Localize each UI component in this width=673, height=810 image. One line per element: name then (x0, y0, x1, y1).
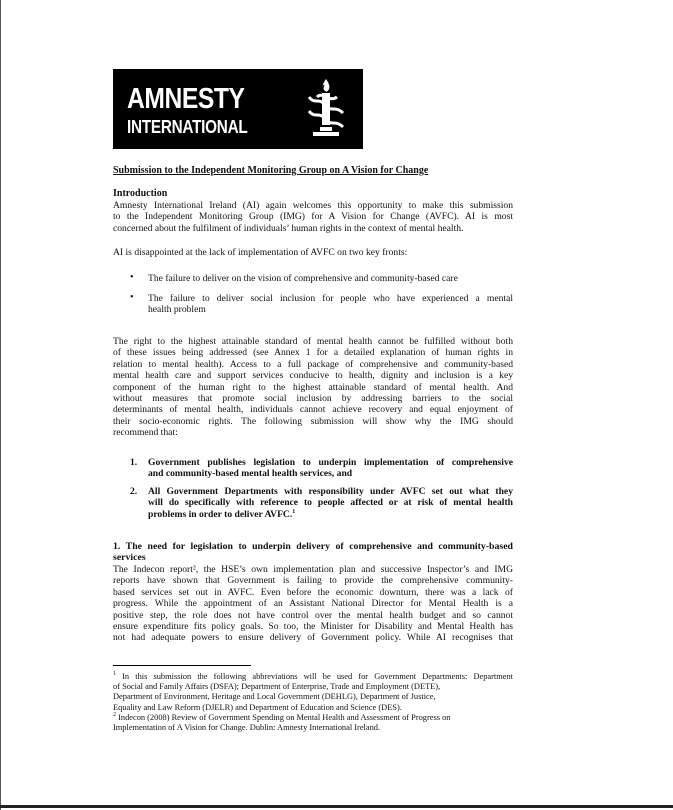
bullet-line: The failure to deliver social inclusion for people who have experienced a mental (148, 293, 513, 304)
candle-icon (303, 77, 349, 141)
amnesty-logo (113, 69, 363, 149)
rights-line: The right to the highest attainable standard of mental health cannot be fulfilled without both (113, 336, 513, 347)
recommendation-line (148, 509, 513, 520)
intro-line: concerned about the fulfilment of individuals’ human rights in the context of mental health. (113, 222, 464, 234)
footnote-divider (113, 665, 251, 666)
section1-line: ensure expenditure fits policy goals. So too, the Minister for Disability and Mental Health has (113, 621, 513, 633)
footnote-1 (113, 672, 513, 713)
logo-line1: AMNESTY (127, 83, 245, 115)
rights-line: recommend that: (113, 427, 178, 439)
footnote-text: In this submission the following abbreviations will be used for Government Departments: Department (122, 672, 513, 681)
recommendation-line: All Government Departments with responsibility under AVFC set out what they (148, 486, 513, 497)
footnote-2 (113, 713, 513, 733)
footnote-ref[interactable]: 1 (292, 508, 296, 515)
footnote-number: 2 (113, 712, 116, 719)
section1-heading-line: 1. The need for legislation to underpin delivery of comprehensive and community-based (113, 541, 513, 552)
logo-line2: INTERNATIONAL (127, 117, 248, 137)
bullet-dot: • (130, 292, 134, 303)
footnote-line: Department of Environment, Heritage and Local Government (DEHLG), Department of Justice, (113, 692, 436, 702)
page-bottom-border (0, 805, 673, 808)
bullet-item (148, 273, 513, 284)
recommendation-text: problems in order to deliver AVFC. (148, 508, 293, 520)
disappointed-paragraph (113, 247, 513, 258)
intro-heading: Introduction (113, 188, 168, 199)
rights-line: their socio-economic rights. The following submission will show why the IMG should (113, 415, 513, 427)
rights-line: relation to mental health). Access to a full package of comprehensive and community-based (113, 358, 513, 370)
footnote-line: Equality and Law Reform (DJELR) and Department of Education and Science (DES). (113, 702, 402, 712)
footnote-line: Implementation of A Vision for Change. Dublin: Amnesty International Ireland. (113, 723, 381, 733)
section1-line: not had adequate powers to ensure delivery of Government policy. While AI recognises that (113, 632, 513, 644)
section1-line: The Indecon report², the HSE’s own implementation plan and successive Inspector’s and IMG (113, 564, 513, 575)
section1-line: positive step, the role does not have control over the mental health budget and so cannot (113, 609, 513, 621)
bullet-item (148, 293, 513, 316)
rights-line: without measures that promote social inclusion by addressing barriers to the social (113, 393, 513, 405)
bullet-dot: • (130, 272, 134, 283)
intro-line: Amnesty International Ireland (AI) again welcomes this opportunity to make this submission (113, 200, 513, 211)
section1-line: based services set out in AVFC. Even before the economic downturn, there was a lack of (113, 586, 513, 598)
footnote-line: of Social and Family Affairs (DSFA); Department of Enterprise, Trade and Employment (DETE), (113, 682, 441, 692)
rights-paragraph (113, 336, 513, 439)
disappointed-line: AI is disappointed at the lack of implementation of AVFC on two key fronts: (113, 247, 408, 258)
rights-line: determinants of mental health, individuals cannot achieve recovery and equal enjoyment of (113, 404, 513, 416)
rights-line: of these issues being addressed (see Annex 1 for a detailed explanation of human rights in (113, 347, 513, 359)
footnote-number: 1 (113, 671, 116, 678)
document-title: Submission to the Independent Monitoring Group on A Vision for Change (113, 165, 429, 176)
rights-line: component of the human right to the highest attainable standard of mental health. And (113, 381, 513, 393)
recommendation-item (148, 457, 513, 480)
intro-line: to the Independent Monitoring Group (IMG) for A Vision for Change (AVFC). AI is most (113, 211, 513, 223)
rights-line: mental health care and support services conducive to health, dignity and inclusion is a key (113, 370, 513, 382)
section1-heading-line: services (113, 552, 146, 564)
intro-paragraph (113, 200, 513, 234)
section1-heading (113, 541, 513, 564)
recommendation-line: Government publishes legislation to underpin implementation of comprehensive (148, 457, 513, 468)
recommendation-line: and community-based mental health services, and (148, 468, 353, 480)
recommendation-number: 1. (130, 457, 138, 468)
section1-line: progress. While the appointment of an Assistant National Director for Mental Health is a (113, 598, 513, 610)
section1-line: reports have shown that Government is failing to provide the comprehensive community- (113, 575, 513, 587)
footnote-line (113, 672, 513, 682)
recommendation-item (148, 486, 513, 520)
recommendation-number: 2. (130, 486, 138, 497)
footnote-line (113, 713, 513, 723)
footnote-text: Indecon (2008) Review of Government Spending on Mental Health and Assessment of Progress on (118, 713, 451, 722)
page-left-border (0, 0, 1, 810)
section1-paragraph (113, 564, 513, 644)
recommendation-line: will do specifically with reference to people affected or at risk of mental health (148, 497, 513, 509)
bullet-line: health problem (148, 304, 206, 316)
bullet-line: The failure to deliver on the vision of comprehensive and community-based care (148, 273, 458, 284)
